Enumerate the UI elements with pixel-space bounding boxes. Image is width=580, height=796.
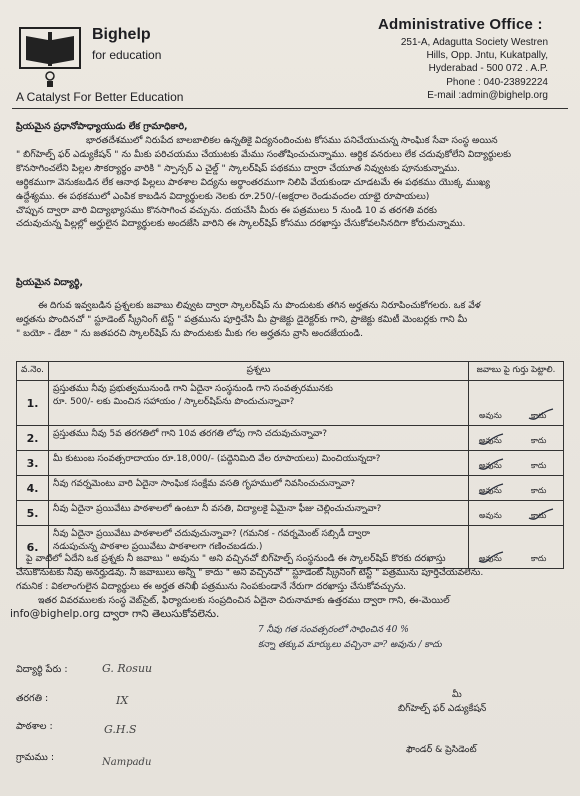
- paragraph-line: ఆర్థికముగా వెనుకబడిన లేక ఆనాథ పిల్లలు పాఠశాల విద్యను అర్థాంతరముగా నిలిపి వేయకుండా చూడటమే ఈ పథకము యొక్క ముఖ్య: [16, 176, 490, 188]
- handwritten-tick-icon: [477, 432, 505, 448]
- column-header-question: ప్రశ్నలు: [49, 362, 469, 381]
- paragraph-line: చొప్పున ద్వారా వారి విద్యాభ్యాసము కొనసాగించ వచ్చును. దయచేసి మీరు ఈ పత్రములు 5 నుండి 10 వ తరగతి వరకు: [16, 204, 437, 216]
- paragraph-line: చదువుచున్న పిల్లల్లో అర్హులైన విద్యార్థులకు అందజేసి వారిని ఈ స్కాలర్‌షిప్ కోసము దరఖాస్తు చేసుకోవలసినదిగా కోరుచున్నాము.: [16, 218, 466, 230]
- question-number: 3.: [17, 451, 49, 476]
- office-email: E-mail :admin@bighelp.org: [427, 90, 548, 101]
- handwritten-marks-question-line2: కన్నా తక్కువ మార్కులు వచ్చినా వా? అవును / కాదు: [258, 640, 442, 650]
- paragraph-line: " బిగ్‌హెల్ప్ ఫర్ ఎడ్యుకేషన్ " ను మీకు పరిచయము చేయుటకు మేము సంతోషించుచున్నాము. ఆర్థిక వనరులు లేక చదువుకోలేని విద్యార్థులకు: [16, 148, 512, 160]
- paragraph-line: భారతదేశములో నిరుపేద బాలబాలికల ఉన్నతికై విద్యనందించుట కోసము పనిచేయుచున్న సాంఘిక సేవా సంస్థ అయిన: [86, 135, 498, 146]
- brand-name: Bighelp: [92, 26, 151, 43]
- question-row: [17, 501, 564, 526]
- answer-no-option[interactable]: కాదు: [531, 554, 547, 563]
- office-address-line: Hills, Opp. Jntu, Kukatpally,: [426, 50, 548, 61]
- paragraph-line: " బయో - డేటా " ను జతపరచి స్కాలర్‌షిప్ ను పొందుటకు మీకు గల అర్హతను వ్రాసి అందజేయండి.: [16, 327, 364, 339]
- result-paragraph: [16, 552, 568, 608]
- answer-yes-option[interactable]: అవును: [479, 461, 502, 470]
- school-value: G.H.S: [104, 723, 137, 736]
- answer-cell: [469, 451, 564, 476]
- eligibility-table: [16, 361, 564, 569]
- question-text: [49, 426, 469, 451]
- signoff-title: ఫౌండర్ & ప్రెసిడెంట్: [406, 744, 477, 755]
- question-line: నీవు ఏదైనా ప్రయివేటు పాఠశాలలో చదువుచున్నావా? (గమనిక - గవర్నమెంట్ సబ్సిడీ ద్వారా: [53, 529, 370, 539]
- header-divider: [12, 108, 568, 109]
- question-row: [17, 451, 564, 476]
- question-number: 5.: [17, 501, 49, 526]
- paragraph-line: పై వాటిలో ఏదేని ఒక ప్రశ్నకు నీ జవాబు " అవును " అని వచ్చినచో బిగ్‌హెల్ప్ సంస్థనుండి ఈ స్కాలర్‌షిప్ కొరకు దరఖాస్తు: [26, 553, 446, 564]
- class-label: తరగతి :: [16, 693, 49, 704]
- question-text: [49, 381, 469, 426]
- answer-no-option[interactable]: కాదు: [531, 436, 547, 445]
- question-number: 1.: [17, 381, 49, 426]
- bighelp-logo-icon: [18, 26, 82, 88]
- handwritten-tick-icon: [477, 457, 505, 473]
- answer-no-option[interactable]: కాదు: [531, 511, 547, 520]
- answer-yes-option[interactable]: అవును: [479, 554, 502, 563]
- question-line: నీవు ఏదైనా ప్రయివేటు పాఠశాలలో ఉంటూ నీ వసతి, విద్యాలకై ఏమైనా ఫీజు చెల్లించుచున్నావా?: [53, 504, 382, 514]
- salutation-student: ప్రియమైన విద్యార్థి,: [16, 277, 83, 288]
- question-line: మీ కుటుంబ సంవత్సరాదాయం రూ.18,000/- (పద్దెనిమిది వేల రూపాయలు) మించియున్నదా?: [53, 454, 381, 464]
- answer-cell: [469, 381, 564, 426]
- contact-email-line: info@bighelp.org ద్వారా గాని తెలుసుకోవలెను.: [10, 608, 220, 620]
- table-header-row: [17, 362, 564, 381]
- answer-yes-option[interactable]: అవును: [479, 511, 502, 520]
- village-value: Nampadu: [102, 757, 152, 768]
- handwritten-tick-icon: [527, 507, 555, 523]
- school-label: పాఠశాల :: [16, 721, 53, 732]
- office-title: Administrative Office :: [378, 16, 543, 33]
- paragraph-line: ఇతర వివరములకు సంస్థ వెబ్‌సైట్, ఫిర్యాదులకు సంప్రదించిన ఏదైనా చిరునామాకు ఉత్తరము ద్వారా గాని, ఈ-మెయిల్: [38, 594, 450, 606]
- answer-yes-option[interactable]: అవును: [479, 486, 502, 495]
- question-text: [49, 501, 469, 526]
- answer-cell: [469, 426, 564, 451]
- answer-no-option[interactable]: కాదు: [531, 411, 547, 420]
- tagline: A Catalyst For Better Education: [16, 90, 184, 104]
- question-text: [49, 476, 469, 501]
- question-number: 6.: [17, 526, 49, 569]
- student-name-label: విద్యార్థి పేరు :: [16, 664, 68, 675]
- village-label: గ్రామము :: [16, 752, 55, 763]
- signoff-organization: బిగ్‌హెల్ప్ ఫర్ ఎడ్యుకేషన్: [398, 703, 487, 714]
- office-address-line: Hyderabad - 500 072 . A.P.: [428, 63, 548, 74]
- answer-yes-option[interactable]: అవును: [479, 411, 502, 420]
- paragraph-line: ఉద్దేశ్యము. ఈ పథకములో ఎంపిక కాబడిన విద్యార్థులకు నెలకు రూ.250/-(అక్షరాల రెండువందల యాభై రూపాయలు): [16, 190, 430, 202]
- question-line: ప్రస్తుతము నీవు 5వ తరగతిలో గాని 10వ తరగతి లోపు గాని చదువుచున్నావా?: [53, 429, 328, 439]
- salutation-headmaster: ప్రియమైన ప్రధానోపాధ్యాయుడు లేక గ్రామాధికారి,: [16, 121, 188, 132]
- question-text: [49, 451, 469, 476]
- question-line: రూ. 500/- లకు మించిన సహాయం / స్కాలర్‌షిప్‌ను పొందుచున్నావా?: [53, 397, 295, 407]
- answer-no-option[interactable]: కాదు: [531, 461, 547, 470]
- question-row: [17, 381, 564, 426]
- answer-cell: [469, 476, 564, 501]
- paragraph-line: అర్హతను పొందినచో " స్టూడెంట్ స్క్రీనింగ్ టెస్ట్ " పత్రమును పూర్తిచేసి మీ ప్రాజెక్టు డైరెక్టర్‌కు గాని, ప్రాజెక్టు కమిటీ మెంబర్లకు గాని మీ: [16, 313, 468, 325]
- question-line: ప్రస్తుతము నీవు ప్రభుత్వమునుండి గాని ఏదైనా సంస్థనుండి గాని సంవత్సరమునకు: [53, 384, 333, 394]
- question-number: 4.: [17, 476, 49, 501]
- intro-paragraph: [16, 134, 568, 231]
- brand-subtitle: for education: [92, 48, 162, 62]
- column-header-answer: జవాబు పై గుర్తు పెట్టాలి.: [469, 362, 564, 381]
- office-address-line: 251-A, Adagutta Society Westren: [400, 37, 548, 48]
- instruction-paragraph: [16, 299, 568, 341]
- column-header-number: వ.నెం.: [17, 362, 49, 381]
- question-line: నీవు గవర్నమెంటు వారి ఏదైనా సాంఘిక సంక్షేమ వసతి గృహములో నివసించుచున్నావా?: [53, 479, 355, 489]
- question-line: నడుపుచున్న పాఠశాల ప్రయివేటు పాఠశాలగా గణించబడదు.): [53, 542, 263, 552]
- question-number: 2.: [17, 426, 49, 451]
- question-row: [17, 476, 564, 501]
- answer-cell: [469, 501, 564, 526]
- paragraph-line: గమనిక : వికలాంగులైన విద్యార్థులు ఈ అర్హత తనిఖీ పత్రమును నింపకుండానే నేరుగా దరఖాస్తు చేసుకోవచ్చును.: [16, 580, 407, 592]
- paragraph-line: చేసుకొనుటకు నీవు అనర్హుడవు. నీ జవాబులు అన్నీ " కాదు " అని వచ్చినచో " స్టూడెంట్ స్క్రీనింగ్ టెస్ట్ " పత్రమును పూర్తిచేయవలెను.: [16, 566, 484, 578]
- paragraph-line: ఈ దిగువ ఇవ్వబడిన ప్రశ్నలకు జవాబు లివ్వుట ద్వారా స్కాలర్‌షిప్ ను పొందుటకు తగిన అర్హతను నిరూపించుకోగలరు. ఒక వేళ: [38, 300, 481, 311]
- student-name-value: G. Rosuu: [102, 662, 153, 675]
- office-phone: Phone : 040-23892224: [446, 77, 548, 88]
- answer-yes-option[interactable]: అవును: [479, 436, 502, 445]
- question-row: [17, 426, 564, 451]
- handwritten-tick-icon: [527, 407, 555, 423]
- handwritten-tick-icon: [477, 482, 505, 498]
- class-value: IX: [116, 694, 129, 707]
- handwritten-marks-question: 7 నీవు గత సంవత్సరంలో సాధించిన 40 %: [258, 625, 409, 635]
- answer-no-option[interactable]: కాదు: [531, 486, 547, 495]
- signoff-yours: మీ: [452, 689, 462, 700]
- paragraph-line: కొనసాగించలేని పిల్లల సౌకర్యార్థం వారికి " స్పాన్సర్ ఎ చైల్డ్ " స్కాలర్‌షిప్ పథకము ద్వారా చేయూత నివ్వుటకు పూనుకున్నాము.: [16, 162, 460, 174]
